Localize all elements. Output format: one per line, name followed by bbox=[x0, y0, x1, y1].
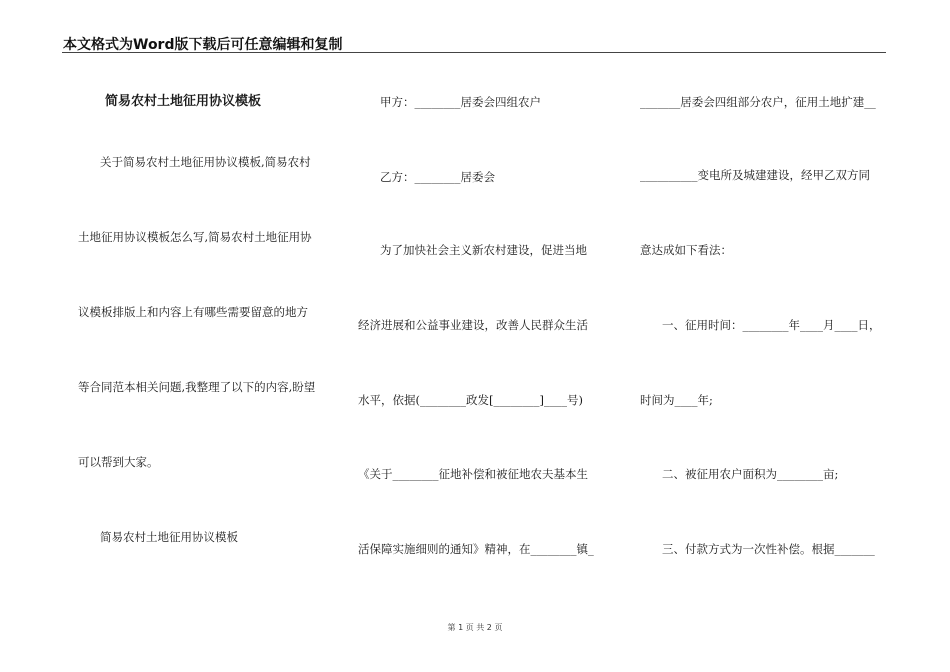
paragraph-line: _______居委会四组部分农户，征用土地扩建__ bbox=[640, 95, 876, 109]
clause-line: 一、征用时间：________年____月____日， bbox=[662, 318, 881, 332]
paragraph-line: 可以帮到大家。 bbox=[78, 455, 159, 469]
paragraph-line: 议模板排版上和内容上有哪些需要留意的地方 bbox=[78, 305, 308, 319]
clause-line: 二、被征用农户面积为________亩; bbox=[662, 467, 839, 481]
header-divider bbox=[62, 52, 886, 53]
paragraph-line: 土地征用协议模板怎么写,简易农村土地征用协 bbox=[78, 230, 312, 244]
paragraph-line: 等合同范本相关问题,我整理了以下的内容,盼望 bbox=[78, 380, 316, 394]
section-subtitle: 简易农村土地征用协议模板 bbox=[100, 530, 238, 544]
paragraph-line: 活保障实施细则的通知》精神，在________镇_ bbox=[358, 542, 594, 556]
party-a-line: 甲方：________居委会四组农户 bbox=[380, 95, 541, 109]
page-number: 第 1 页 共 2 页 bbox=[447, 623, 503, 632]
header-title: 本文格式为Word版下载后可任意编辑和复制 bbox=[63, 37, 343, 53]
paragraph-line: 意达成如下看法： bbox=[640, 243, 732, 257]
paragraph-line: 关于简易农村土地征用协议模板,简易农村 bbox=[100, 155, 311, 169]
clause-line: 三、付款方式为一次性补偿。根据_______ bbox=[662, 542, 875, 556]
paragraph-line: __________变电所及城建建设，经甲乙双方同 bbox=[640, 168, 870, 182]
paragraph-line: 经济进展和公益事业建设，改善人民群众生活 bbox=[358, 318, 588, 332]
party-b-line: 乙方：________居委会 bbox=[380, 170, 495, 184]
paragraph-line: 水平，依据(________政发[________]____号) bbox=[358, 393, 583, 407]
paragraph-line: 时间为____年; bbox=[640, 393, 713, 407]
paragraph-line: 为了加快社会主义新农村建设，促进当地 bbox=[380, 243, 587, 257]
paragraph-line: 《关于________征地补偿和被征地农夫基本生 bbox=[358, 467, 588, 481]
document-title: 简易农村土地征用协议模板 bbox=[105, 94, 262, 109]
